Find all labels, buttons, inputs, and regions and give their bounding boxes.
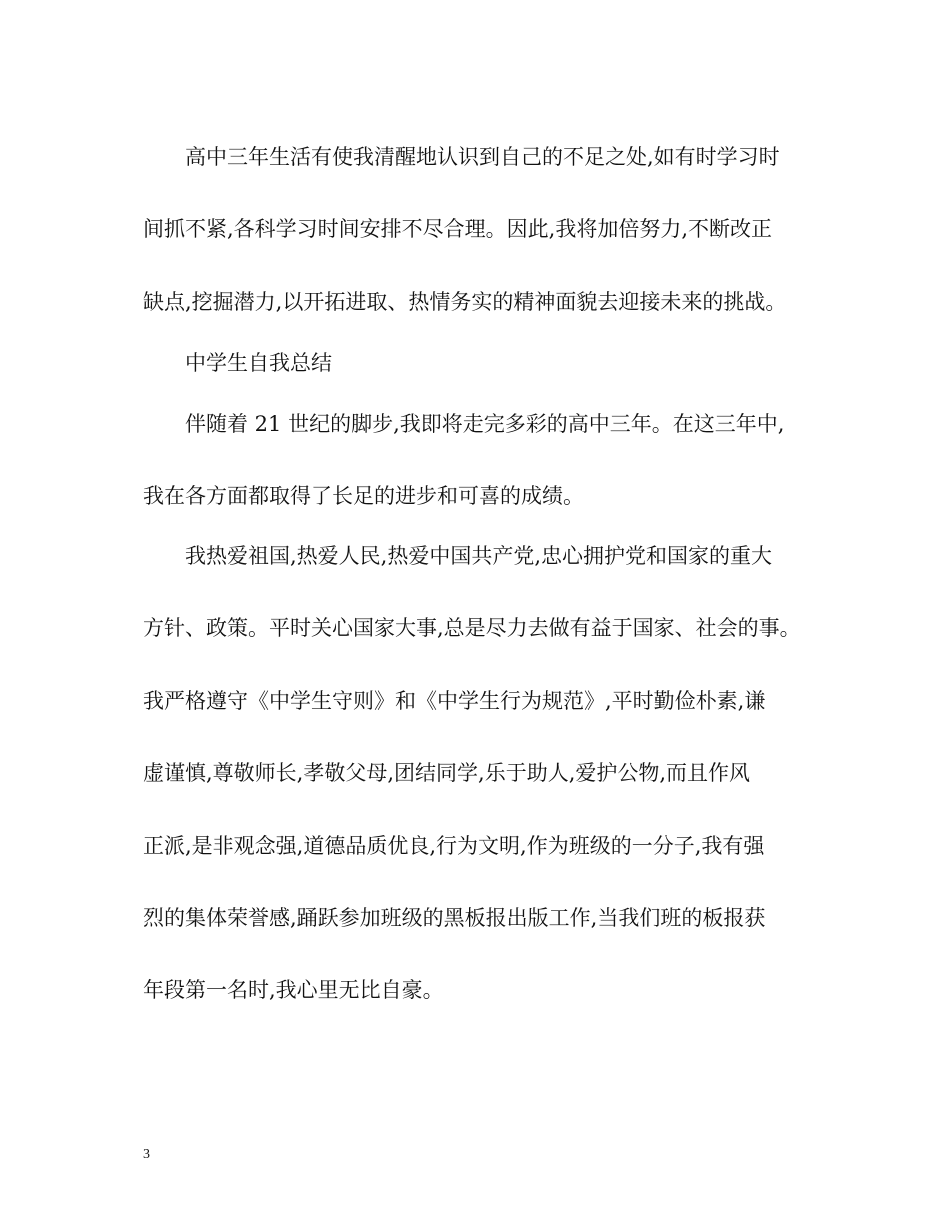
paragraph-line: 我在各方面都取得了长足的进步和可喜的成绩。 xyxy=(143,484,584,508)
section-heading: 中学生自我总结 xyxy=(185,351,332,375)
paragraph-line: 高中三年生活有使我清醒地认识到自己的不足之处,如有时学习时 xyxy=(185,145,780,169)
paragraph-line: 正派,是非观念强,道德品质优良,行为文明,作为班级的一分子,我有强 xyxy=(143,834,765,858)
paragraph-line: 间抓不紧,各科学习时间安排不尽合理。因此,我将加倍努力,不断改正 xyxy=(143,217,773,241)
paragraph-line: 我严格遵守《中学生守则》和《中学生行为规范》,平时勤俭朴素,谦 xyxy=(143,689,766,713)
paragraph-line: 我热爱祖国,热爱人民,热爱中国共产党,忠心拥护党和国家的重大 xyxy=(185,544,773,568)
paragraph-line: 伴随着 21 世纪的脚步,我即将走完多彩的高中三年。在这三年中, xyxy=(185,412,785,436)
page-number: 3 xyxy=(143,1147,150,1162)
paragraph-line: 方针、政策。平时关心国家大事,总是尽力去做有益于国家、社会的事。 xyxy=(143,616,801,640)
paragraph-line: 烈的集体荣誉感,踊跃参加班级的黑板报出版工作,当我们班的板报获 xyxy=(143,906,766,930)
paragraph-line: 年段第一名时,我心里无比自豪。 xyxy=(143,978,444,1002)
paragraph-line: 虚谨慎,尊敬师长,孝敬父母,团结同学,乐于助人,爱护公物,而且作风 xyxy=(143,761,751,785)
paragraph-line: 缺点,挖掘潜力,以开拓进取、热情务实的精神面貌去迎接未来的挑战。 xyxy=(143,290,787,314)
